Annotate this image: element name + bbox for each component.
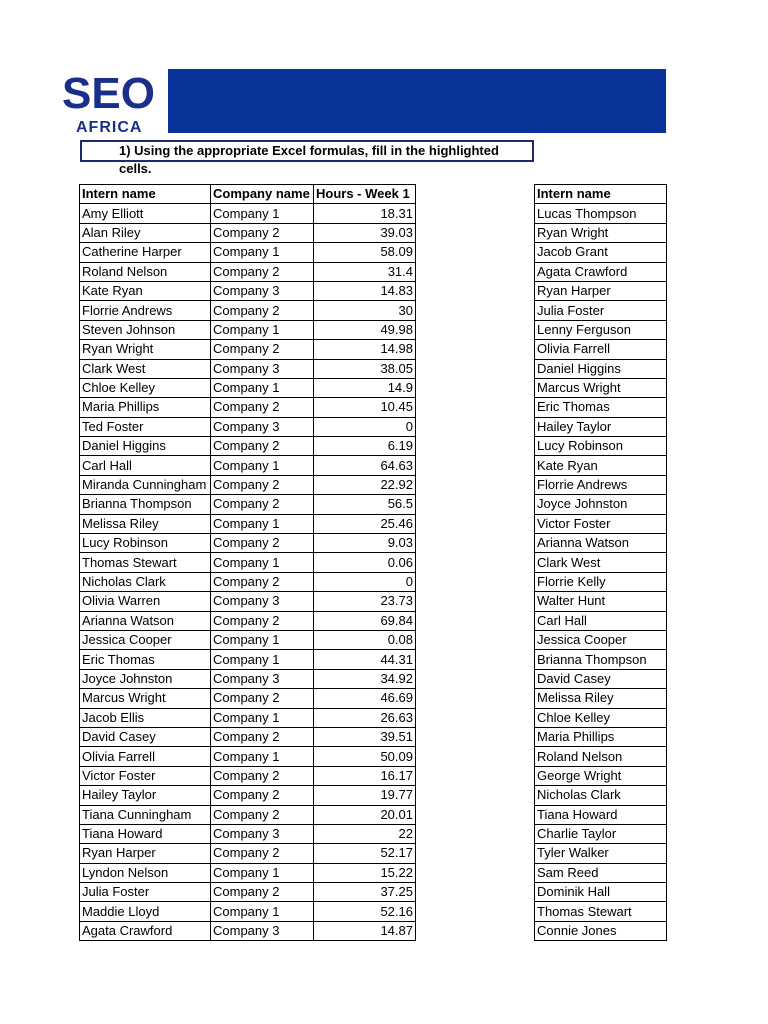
table-row [535, 669, 667, 688]
table-row [535, 902, 667, 921]
header-hours-week-1: Hours - Week 1 [314, 185, 416, 204]
company-name-cell[interactable]: Company 2 [211, 572, 314, 591]
intern-name-cell[interactable]: Arianna Watson [80, 611, 211, 630]
table-row [535, 650, 667, 669]
table-row [535, 262, 667, 281]
hours-cell[interactable]: 0 [314, 417, 416, 436]
table-row [535, 301, 667, 320]
table-row [535, 359, 667, 378]
company-name-cell[interactable]: Company 2 [211, 786, 314, 805]
table-row [80, 262, 416, 281]
lookup-intern-name-cell[interactable]: Tiana Howard [535, 805, 667, 824]
table-row [80, 204, 416, 223]
table-row [535, 727, 667, 746]
table-row [80, 456, 416, 475]
table-row [535, 611, 667, 630]
hours-cell[interactable]: 15.22 [314, 863, 416, 882]
table-row [535, 514, 667, 533]
hours-cell[interactable]: 26.63 [314, 708, 416, 727]
lookup-intern-name-cell[interactable]: Brianna Thompson [535, 650, 667, 669]
hours-cell[interactable]: 20.01 [314, 805, 416, 824]
intern-name-cell[interactable]: Kate Ryan [80, 281, 211, 300]
intern-name-cell[interactable]: Steven Johnson [80, 320, 211, 339]
company-name-cell[interactable]: Company 2 [211, 495, 314, 514]
table-row [80, 786, 416, 805]
company-name-cell[interactable]: Company 3 [211, 417, 314, 436]
intern-name-cell[interactable]: Ryan Wright [80, 340, 211, 359]
hours-cell[interactable]: 52.16 [314, 902, 416, 921]
table-row [80, 243, 416, 262]
intern-name-cell[interactable]: Roland Nelson [80, 262, 211, 281]
intern-name-cell[interactable]: Julia Foster [80, 883, 211, 902]
lookup-intern-name-cell[interactable]: Kate Ryan [535, 456, 667, 475]
lookup-intern-name-cell[interactable]: Charlie Taylor [535, 824, 667, 843]
table-row [80, 340, 416, 359]
table-row [535, 572, 667, 591]
lookup-intern-name-cell[interactable]: Lucas Thompson [535, 204, 667, 223]
table-row [535, 475, 667, 494]
table-header-row [80, 185, 416, 204]
lookup-intern-name-cell[interactable]: David Casey [535, 669, 667, 688]
table-row [535, 921, 667, 940]
company-name-cell[interactable]: Company 2 [211, 766, 314, 785]
lookup-intern-name-cell[interactable]: Chloe Kelley [535, 708, 667, 727]
lookup-intern-name-cell[interactable]: Agata Crawford [535, 262, 667, 281]
hours-cell[interactable]: 6.19 [314, 437, 416, 456]
table-row [535, 417, 667, 436]
table-row [535, 786, 667, 805]
intern-name-cell[interactable]: Thomas Stewart [80, 553, 211, 572]
lookup-intern-name-cell[interactable]: Florrie Kelly [535, 572, 667, 591]
table-row [80, 223, 416, 242]
intern-name-cell[interactable]: Jacob Ellis [80, 708, 211, 727]
intern-name-cell[interactable]: Victor Foster [80, 766, 211, 785]
hours-cell[interactable]: 0.06 [314, 553, 416, 572]
logo-text: SEO [62, 69, 155, 118]
hours-cell[interactable]: 18.31 [314, 204, 416, 223]
company-name-cell[interactable]: Company 2 [211, 689, 314, 708]
header-company-name: Company name [211, 185, 314, 204]
hours-cell[interactable]: 22.92 [314, 475, 416, 494]
company-name-cell[interactable]: Company 2 [211, 398, 314, 417]
table-row [535, 805, 667, 824]
intern-name-cell[interactable]: Jessica Cooper [80, 630, 211, 649]
intern-name-cell[interactable]: Amy Elliott [80, 204, 211, 223]
table-row [535, 495, 667, 514]
intern-name-cell[interactable]: Nicholas Clark [80, 572, 211, 591]
hours-cell[interactable]: 39.51 [314, 727, 416, 746]
lookup-intern-name-cell[interactable]: Tyler Walker [535, 844, 667, 863]
company-name-cell[interactable]: Company 2 [211, 727, 314, 746]
hours-cell[interactable]: 14.9 [314, 378, 416, 397]
table-row [535, 592, 667, 611]
table-row [535, 456, 667, 475]
table-row [80, 475, 416, 494]
lookup-intern-name-cell[interactable]: Walter Hunt [535, 592, 667, 611]
hours-cell[interactable]: 44.31 [314, 650, 416, 669]
intern-name-cell[interactable]: Lyndon Nelson [80, 863, 211, 882]
company-name-cell[interactable]: Company 1 [211, 514, 314, 533]
company-name-cell[interactable]: Company 2 [211, 611, 314, 630]
hours-cell[interactable]: 14.98 [314, 340, 416, 359]
company-name-cell[interactable]: Company 1 [211, 902, 314, 921]
company-name-cell[interactable]: Company 2 [211, 475, 314, 494]
intern-name-cell[interactable]: Lucy Robinson [80, 534, 211, 553]
table-row [80, 689, 416, 708]
hours-cell[interactable]: 46.69 [314, 689, 416, 708]
lookup-intern-name-cell[interactable]: Lucy Robinson [535, 437, 667, 456]
intern-name-cell[interactable]: Carl Hall [80, 456, 211, 475]
lookup-intern-name-cell[interactable]: Melissa Riley [535, 689, 667, 708]
hours-cell[interactable]: 31.4 [314, 262, 416, 281]
table-row [80, 592, 416, 611]
table-row [80, 883, 416, 902]
hours-cell[interactable]: 25.46 [314, 514, 416, 533]
table-row [535, 844, 667, 863]
table-row [80, 417, 416, 436]
company-name-cell[interactable]: Company 2 [211, 437, 314, 456]
intern-name-cell[interactable]: Ted Foster [80, 417, 211, 436]
intern-name-cell[interactable]: Miranda Cunningham [80, 475, 211, 494]
table-row [535, 883, 667, 902]
table-row [535, 630, 667, 649]
company-name-cell[interactable]: Company 2 [211, 844, 314, 863]
intern-name-cell[interactable]: Olivia Farrell [80, 747, 211, 766]
lookup-intern-name-cell[interactable]: Olivia Farrell [535, 340, 667, 359]
lookup-intern-name-cell[interactable]: Roland Nelson [535, 747, 667, 766]
table-row [80, 650, 416, 669]
company-name-cell[interactable]: Company 1 [211, 650, 314, 669]
intern-name-cell[interactable]: David Casey [80, 727, 211, 746]
lookup-intern-name-cell[interactable]: Joyce Johnston [535, 495, 667, 514]
table-row [80, 320, 416, 339]
table-row [80, 359, 416, 378]
hours-cell[interactable]: 64.63 [314, 456, 416, 475]
table-row [535, 534, 667, 553]
company-name-cell[interactable]: Company 1 [211, 863, 314, 882]
table-row [80, 534, 416, 553]
table-row [535, 689, 667, 708]
company-name-cell[interactable]: Company 3 [211, 281, 314, 300]
table-row [535, 824, 667, 843]
table-row [80, 495, 416, 514]
intern-name-cell[interactable]: Alan Riley [80, 223, 211, 242]
hours-cell[interactable]: 23.73 [314, 592, 416, 611]
table-row [80, 727, 416, 746]
table-row [535, 223, 667, 242]
intern-name-cell[interactable]: Tiana Howard [80, 824, 211, 843]
table-row [80, 708, 416, 727]
table-row [80, 669, 416, 688]
lookup-intern-name-cell[interactable]: Julia Foster [535, 301, 667, 320]
company-name-cell[interactable]: Company 2 [211, 301, 314, 320]
hours-cell[interactable]: 10.45 [314, 398, 416, 417]
lookup-intern-name-cell[interactable]: Lenny Ferguson [535, 320, 667, 339]
company-name-cell[interactable]: Company 2 [211, 223, 314, 242]
hours-cell[interactable]: 9.03 [314, 534, 416, 553]
intern-name-cell[interactable]: Melissa Riley [80, 514, 211, 533]
hours-cell[interactable]: 30 [314, 301, 416, 320]
hours-cell[interactable]: 52.17 [314, 844, 416, 863]
company-name-cell[interactable]: Company 1 [211, 243, 314, 262]
table-header-row [535, 185, 667, 204]
intern-name-cell[interactable]: Agata Crawford [80, 921, 211, 940]
intern-name-cell[interactable]: Eric Thomas [80, 650, 211, 669]
intern-name-cell[interactable]: Daniel Higgins [80, 437, 211, 456]
hours-cell[interactable]: 49.98 [314, 320, 416, 339]
table-row [535, 204, 667, 223]
intern-name-cell[interactable]: Joyce Johnston [80, 669, 211, 688]
intern-lookup-table [534, 184, 667, 941]
intern-name-cell[interactable]: Hailey Taylor [80, 786, 211, 805]
table-row [80, 824, 416, 843]
table-row [80, 301, 416, 320]
table-row [80, 514, 416, 533]
lookup-intern-name-cell[interactable]: Thomas Stewart [535, 902, 667, 921]
table-row [80, 281, 416, 300]
hours-cell[interactable]: 39.03 [314, 223, 416, 242]
table-row [80, 844, 416, 863]
company-name-cell[interactable]: Company 2 [211, 340, 314, 359]
company-name-cell[interactable]: Company 1 [211, 378, 314, 397]
company-name-cell[interactable]: Company 1 [211, 456, 314, 475]
lookup-intern-name-cell[interactable]: Ryan Wright [535, 223, 667, 242]
hours-cell[interactable]: 19.77 [314, 786, 416, 805]
intern-name-cell[interactable]: Maddie Lloyd [80, 902, 211, 921]
intern-name-cell[interactable]: Chloe Kelley [80, 378, 211, 397]
company-name-cell[interactable]: Company 1 [211, 747, 314, 766]
table-row [80, 747, 416, 766]
company-name-cell[interactable]: Company 1 [211, 204, 314, 223]
intern-name-cell[interactable]: Florrie Andrews [80, 301, 211, 320]
company-name-cell[interactable]: Company 3 [211, 921, 314, 940]
intern-name-cell[interactable]: Marcus Wright [80, 689, 211, 708]
hours-cell[interactable]: 0.08 [314, 630, 416, 649]
company-name-cell[interactable]: Company 3 [211, 669, 314, 688]
lookup-intern-name-cell[interactable]: Jacob Grant [535, 243, 667, 262]
table-row [535, 747, 667, 766]
intern-name-cell[interactable]: Clark West [80, 359, 211, 378]
table-row [535, 378, 667, 397]
company-name-cell[interactable]: Company 2 [211, 262, 314, 281]
hours-cell[interactable]: 58.09 [314, 243, 416, 262]
table-row [80, 572, 416, 591]
hours-cell[interactable]: 50.09 [314, 747, 416, 766]
lookup-intern-name-cell[interactable]: Carl Hall [535, 611, 667, 630]
table-row [535, 320, 667, 339]
lookup-intern-name-cell[interactable]: Daniel Higgins [535, 359, 667, 378]
intern-name-cell[interactable]: Catherine Harper [80, 243, 211, 262]
lookup-intern-name-cell[interactable]: Florrie Andrews [535, 475, 667, 494]
hours-cell[interactable]: 34.92 [314, 669, 416, 688]
lookup-intern-name-cell[interactable]: Maria Phillips [535, 727, 667, 746]
company-name-cell[interactable]: Company 2 [211, 805, 314, 824]
lookup-intern-name-cell[interactable]: Arianna Watson [535, 534, 667, 553]
company-name-cell[interactable]: Company 1 [211, 320, 314, 339]
logo-subtext: AFRICA [76, 119, 143, 136]
hours-cell[interactable]: 14.83 [314, 281, 416, 300]
lookup-intern-name-cell[interactable]: Jessica Cooper [535, 630, 667, 649]
company-name-cell[interactable]: Company 3 [211, 592, 314, 611]
intern-hours-table [79, 184, 416, 941]
company-name-cell[interactable]: Company 2 [211, 534, 314, 553]
header-intern-name: Intern name [535, 185, 667, 204]
table-row [80, 398, 416, 417]
intern-name-cell[interactable]: Ryan Harper [80, 844, 211, 863]
lookup-intern-name-cell[interactable]: Marcus Wright [535, 378, 667, 397]
table-row [80, 921, 416, 940]
hours-cell[interactable]: 0 [314, 572, 416, 591]
hours-cell[interactable]: 22 [314, 824, 416, 843]
table-row [535, 553, 667, 572]
hours-cell[interactable]: 38.05 [314, 359, 416, 378]
lookup-intern-name-cell[interactable]: Clark West [535, 553, 667, 572]
header-banner [168, 69, 666, 133]
table-row [80, 630, 416, 649]
table-row [80, 902, 416, 921]
table-row [535, 243, 667, 262]
intern-name-cell[interactable]: Brianna Thompson [80, 495, 211, 514]
hours-cell[interactable]: 14.87 [314, 921, 416, 940]
lookup-intern-name-cell[interactable]: Victor Foster [535, 514, 667, 533]
table-row [80, 766, 416, 785]
hours-cell[interactable]: 56.5 [314, 495, 416, 514]
table-row [535, 766, 667, 785]
table-row [80, 863, 416, 882]
table-row [80, 553, 416, 572]
intern-name-cell[interactable]: Tiana Cunningham [80, 805, 211, 824]
company-name-cell[interactable]: Company 1 [211, 708, 314, 727]
table-row [535, 281, 667, 300]
table-row [535, 708, 667, 727]
table-row [80, 611, 416, 630]
lookup-intern-name-cell[interactable]: Hailey Taylor [535, 417, 667, 436]
lookup-intern-name-cell[interactable]: George Wright [535, 766, 667, 785]
table-row [80, 378, 416, 397]
header-intern-name: Intern name [80, 185, 211, 204]
lookup-intern-name-cell[interactable]: Nicholas Clark [535, 786, 667, 805]
intern-name-cell[interactable]: Olivia Warren [80, 592, 211, 611]
instruction-box: 1) Using the appropriate Excel formulas, fill in the highlighted cells. [80, 140, 534, 162]
table-row [80, 437, 416, 456]
table-row [535, 863, 667, 882]
hours-cell[interactable]: 37.25 [314, 883, 416, 902]
table-row [535, 398, 667, 417]
company-name-cell[interactable]: Company 2 [211, 883, 314, 902]
company-name-cell[interactable]: Company 1 [211, 553, 314, 572]
hours-cell[interactable]: 69.84 [314, 611, 416, 630]
company-name-cell[interactable]: Company 1 [211, 630, 314, 649]
company-name-cell[interactable]: Company 3 [211, 824, 314, 843]
lookup-intern-name-cell[interactable]: Sam Reed [535, 863, 667, 882]
table-row [535, 437, 667, 456]
table-row [535, 340, 667, 359]
lookup-intern-name-cell[interactable]: Ryan Harper [535, 281, 667, 300]
hours-cell[interactable]: 16.17 [314, 766, 416, 785]
lookup-intern-name-cell[interactable]: Eric Thomas [535, 398, 667, 417]
intern-name-cell[interactable]: Maria Phillips [80, 398, 211, 417]
lookup-intern-name-cell[interactable]: Dominik Hall [535, 883, 667, 902]
company-name-cell[interactable]: Company 3 [211, 359, 314, 378]
seo-africa-logo [60, 68, 170, 136]
lookup-intern-name-cell[interactable]: Connie Jones [535, 921, 667, 940]
table-row [80, 805, 416, 824]
